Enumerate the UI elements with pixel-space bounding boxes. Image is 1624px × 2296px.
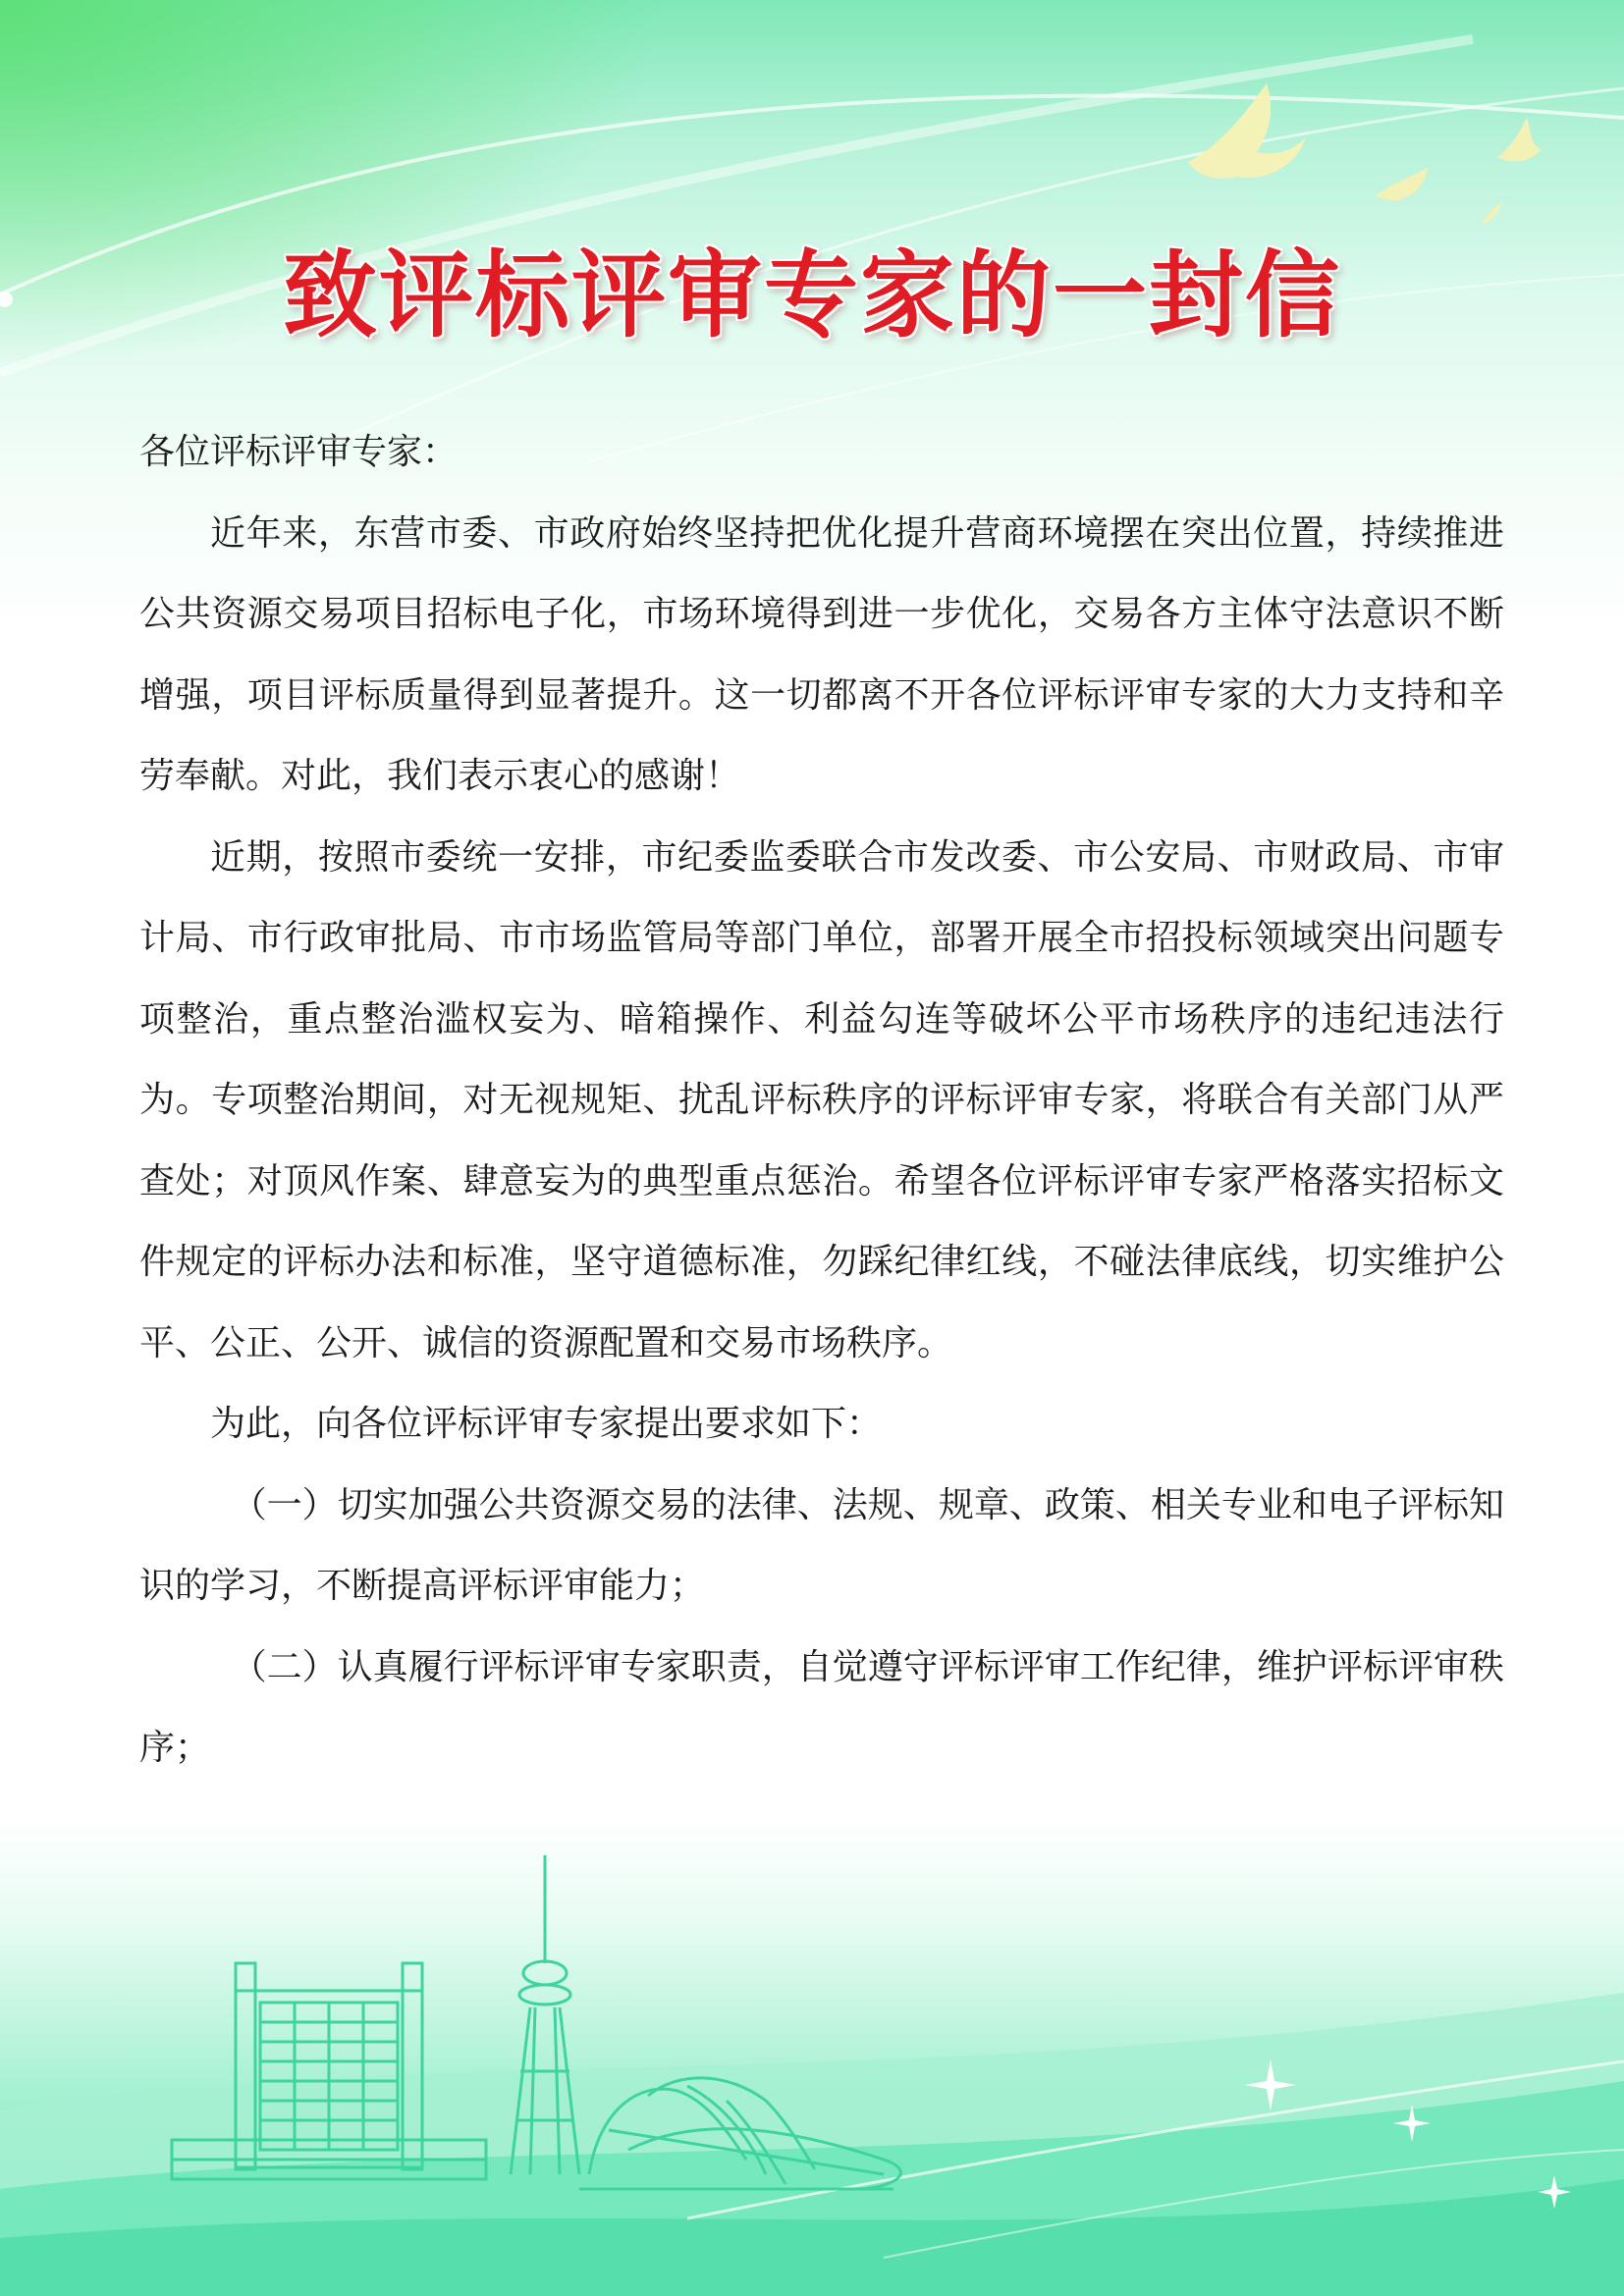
requirement-item: （二）认真履行评标评审专家职责，自觉遵守评标评审工作纪律，维护评标评审秩序；	[139, 1646, 1504, 1768]
paragraph: 近期，按照市委统一安排，市纪委监委联合市发改委、市公安局、市财政局、市审计局、市行政审批局、市市场监管局等部门单位，部署开展全市招投标领域突出问题专项整治，重点整治滥权妄为、暗箱操作、利益勾连等破坏公平市场秩序的违纪违法行为。专项整治期间，对无视规矩、扰乱评标秩序的评标评审专家，将联合有关部门从严查处；对顶风作案、肆意妄为的典型重点惩治。希望各位评标评审专家严格落实招标文件规定的评标办法和标准，坚守道德标准，勿踩纪律红线，不碰法律底线，切实维护公平、公正、公开、诚信的资源配置和交易市场秩序。	[139, 836, 1504, 1363]
letter-body	[139, 412, 1504, 1789]
requirement-item: （一）切实加强公共资源交易的法律、法规、规章、政策、相关专业和电子评标知识的学习，不断提高评标评审能力；	[139, 1484, 1504, 1606]
salutation: 各位评标评审专家：	[139, 432, 459, 472]
letter-title: 致评标评审专家的一封信	[283, 240, 1341, 350]
paragraph: 近年来，东营市委、市政府始终坚持把优化提升营商环境摆在突出位置，持续推进公共资源交易项目招标电子化，市场环境得到进一步优化，交易各方主体守法意识不断增强，项目评标质量得到显著提升。这一切都离不开各位评标评审专家的大力支持和辛劳奉献。对此，我们表示衷心的感谢！	[139, 512, 1504, 796]
paragraph: 为此，向各位评标评审专家提出要求如下：	[210, 1404, 883, 1444]
